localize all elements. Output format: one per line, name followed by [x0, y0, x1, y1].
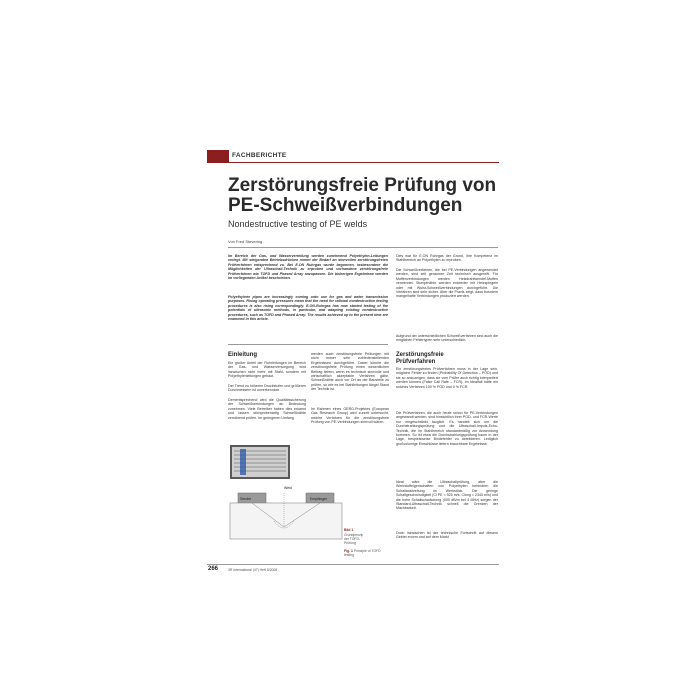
intro-paragraph-5: Im Rahmen eines GERG-Projektes (European Gas Research Group) wird zurzeit untersucht, welche Verfahren für die zerstörungsfreie Prüfung von PE-Verbindungen sinnvoll wären.	[311, 407, 389, 425]
right-column-paragraph-4: Ein zerstörungsfreies Prüfverfahren muss in der Lage sein, mögliche Fehler zu finden (Probability Of Detection – POD) und sie so anzuzeigen, dass sie vom Prüfer auch richtig interpretiert werden können (False Call Rate – FCR). Im Idealfall hätte ein solches Verfahren 100 % POD und 0 % FCR.	[396, 367, 498, 389]
right-column-paragraph-2: Die Schweißverfahren, die bei PE-Verbindungen angewendet werden, sind seit geraumer Zeit technisch ausgereift. Für Muffenverbindungen werden Heizdrahtwendel-Muffen verwendet, Stumpfnähte werden entweder mit Heizspiegeln oder mit Wulst-Schweißverbindungen durchgeführt. Die Verfahren sind sehr sicher. Aber die Praxis zeigt, dass trotzdem mangelhafte Verbindungen produziert werden.	[396, 268, 498, 299]
caption-english	[344, 549, 388, 557]
intro-paragraph-3: Dementsprechend wird die Qualitätssicherung der Schweißverbindungen an Bedeutung zunehmen. Viele Betreiber haben dies erkannt und lassen stichprobenartig Schweißnähte zerstörend prüfen. Im geringeren Umfang	[228, 398, 306, 420]
caption-number-en: Fig. 1	[344, 549, 353, 553]
caption-number-de: Bild 1	[344, 528, 354, 532]
weld-label: Weld	[284, 486, 292, 490]
title-rule	[228, 247, 498, 248]
intro-paragraph-2: Der Trend zu höheren Druckstufen und größeren Durchmessern ist unverkennbar.	[228, 384, 306, 393]
article-subtitle: Nondestructive testing of PE welds	[228, 219, 368, 229]
intro-paragraph-1: Ein großer Anteil der Rohrleitungen im Bereich der Gas- und Wasserversorgung wird inzwischen nicht mehr mit Stahl- sondern mit Polyethylenleitungen gebaut.	[228, 361, 306, 379]
caption-de: Grundprinzip der TOFD-Prüfung	[344, 533, 363, 545]
right-column-paragraph-6: Ideal wäre die Ultraschallprüfung, aber die Werkstoffeigenschaften von Polyethylen behindern die Schallausbreitung im Werkstück. Die geringe Schallgeschwindigkeit (Cl PE = 925 m/s; Clong = 2340 m/s) und die hohe Schallschwächung (500 dB/m bei 4 MHz) sorgen der Standard-Ultraschall-Technik schnell die Grenzen der Machbarkeit.	[396, 480, 498, 511]
tofd-figure	[228, 443, 363, 558]
heading-pruefverfahren	[396, 352, 498, 365]
test-specimen	[230, 503, 342, 539]
intro-paragraph-4: werden auch zerstörungsfreie Prüfungen mit nicht immer sehr zufriedenstellenden Ergebnissen durchgeführt. Dabei könnte die zerstörungsfreie Prüfung einen wesentlichen Beitrag liefern, wenn es technisch sinnvolle und wirtschaftlich akzeptable Verfahren gäbe, Schweißnähte auch vor Ort an der Baustelle zu prüfen, so wie es bei Stahlleitungen längst Stand der Technik ist.	[311, 352, 389, 392]
heading-pruefverfahren-line-2: Prüfverfahren	[396, 358, 436, 365]
header-rule	[207, 162, 499, 163]
title-line-2: PE-Schweißverbindungen	[228, 195, 463, 216]
abstract-rule	[228, 344, 388, 345]
title-line-1: Zerstörungsfreie Prüfung von	[228, 175, 497, 196]
abstract-english: Polyethylene pipes are increasingly coming onto use for gas and water transmission purposes. Rising operating pressures mean that the need for rational nondestructive testing procedures is also rising correspondingly. E.ON-Ruhrgas has now started testing of the potentials of ultrasonic methods, in particular, and adapting existing nondestructive procedures, such as TOFD and Phased Array. The results achieved up to the present time are examined in this article.	[228, 295, 388, 322]
page-number: 266	[208, 566, 219, 572]
footer-journal: 3R international (47) Heft 5/2008	[228, 568, 278, 572]
receiver-label: Empfänger	[310, 497, 328, 501]
right-column-intro: Dies war für E.ON Ruhrgas der Grund, ihre Kompetenz im Stahlbereich an Polyethylen zu erproben.	[396, 254, 498, 263]
section-tag-marker	[207, 150, 229, 162]
right-column-paragraph-3: Aufgrund der unterschiedlichen Schweißverfahren sind auch die möglichen Fehlertypen sehr unterschiedlich.	[396, 334, 498, 343]
abstract-german: Im Bereich der Gas- und Wasserverteilung werden zunehmend Polyethylen-Leitungen verlegt. Mit steigenden Betriebsdrücken nimmt der Bedarf an sinnvollen zerstörungsfreien Prüfverfahren entsprechend zu. Bei E.ON Ruhrgas wurde begonnen, insbesondere die Möglichkeiten der Ultraschall-Technik zu erproben und vorhandene zerstörungsfreie Prüfverfahren wie TOFD und Phased Array anzupassen. Die bisherigen Ergebnisse werden im vorliegenden Artikel beschrieben.	[228, 254, 388, 281]
right-column-paragraph-7: Doch inzwischen ist der technische Fortschritt auf diesem Gebiet enorm und auf dem Markt	[396, 531, 498, 540]
heading-einleitung: Einleitung	[228, 352, 257, 358]
sender-label: Sender	[240, 497, 252, 501]
screen-signal-band	[240, 449, 246, 475]
heading-pruefverfahren-line-1: Zerstörungsfreie	[396, 352, 444, 358]
footer-rule	[207, 564, 499, 565]
caption-text-en: Principle of TOFD testing	[344, 549, 381, 557]
section-tag: FACHBERICHTE	[232, 152, 287, 159]
article-title	[228, 176, 498, 216]
author: Von Fred Stevering	[228, 239, 263, 244]
right-column-paragraph-5: Die Prüfverfahren, die auch heute schon für PE-Verbindungen angewandt werden, sind hinsichtlich ihrer POD- und FCR-Werte nur eingeschränkt tauglich. Es handelt sich um die Durchstrahlungsprüfung und die Ultraschall-Impuls-Echo-Technik, die im Stahlbereich standardmäßig zur Anwendung kommen. So ist etwa die Durchstrahlungsprüfung kaum in der Lage, bespielsweise Bindefehler zu detektieren. Lediglich großvolumige Einschlüsse liefern brauchbare Ergebnisse.	[396, 411, 498, 446]
